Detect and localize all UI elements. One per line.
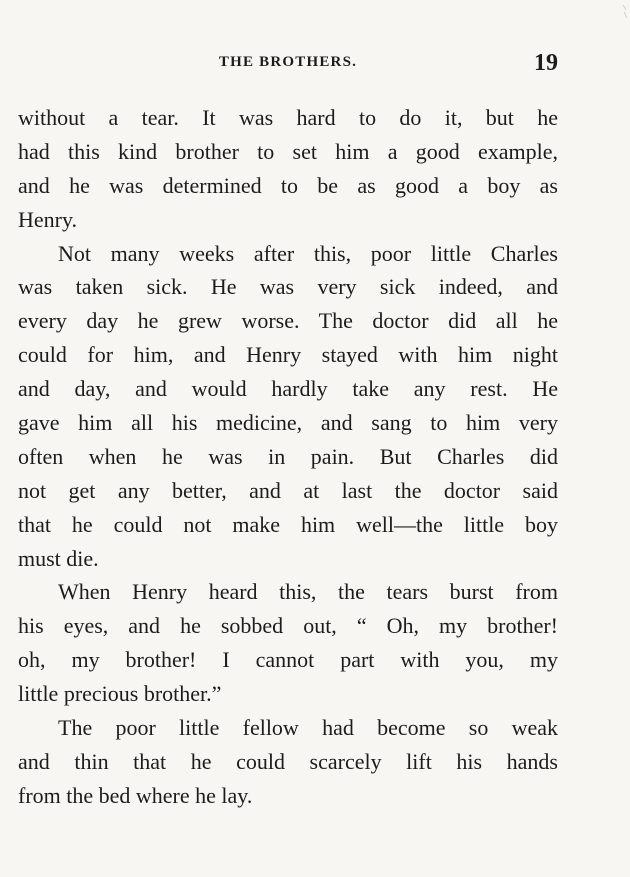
text-line: without a tear. It was hard to do it, but he <box>18 105 558 130</box>
text-line: had this kind brother to set him a good example, <box>18 138 558 164</box>
text-line: and he was determined to be as good a boy as <box>18 172 558 198</box>
text-line: Henry. <box>18 206 78 232</box>
text-line: The poor little fellow had become so weak <box>58 715 558 741</box>
edge-speck-mark <box>622 4 628 20</box>
text-line: Not many weeks after this, poor little Charles <box>58 240 558 266</box>
text-line: was taken sick. He was very sick indeed, and <box>18 274 558 300</box>
body-text <box>18 101 558 813</box>
running-head: THE BROTHERS. <box>218 54 358 70</box>
text-line: little precious brother.” <box>18 681 222 707</box>
text-line: When Henry heard this, the tears burst from <box>58 579 558 605</box>
text-line: must die. <box>18 545 99 571</box>
text-line: gave him all his medicine, and sang to him very <box>18 410 558 436</box>
text-line: his eyes, and he sobbed out, “ Oh, my brother! <box>18 613 558 639</box>
page-number: 19 <box>534 50 558 76</box>
text-line: that he could not make him well—the little boy <box>18 511 558 537</box>
text-line: oh, my brother! I cannot part with you, my <box>18 647 558 673</box>
text-line: and thin that he could scarcely lift his hands <box>18 748 558 774</box>
page-header <box>18 50 558 80</box>
text-line: every day he grew worse. The doctor did all he <box>18 308 558 334</box>
text-line: not get any better, and at last the doctor said <box>18 477 558 503</box>
text-line: often when he was in pain. But Charles did <box>18 443 558 469</box>
text-line: could for him, and Henry stayed with him night <box>18 342 558 368</box>
text-line: and day, and would hardly take any rest. He <box>18 376 558 402</box>
text-line: from the bed where he lay. <box>18 782 253 808</box>
